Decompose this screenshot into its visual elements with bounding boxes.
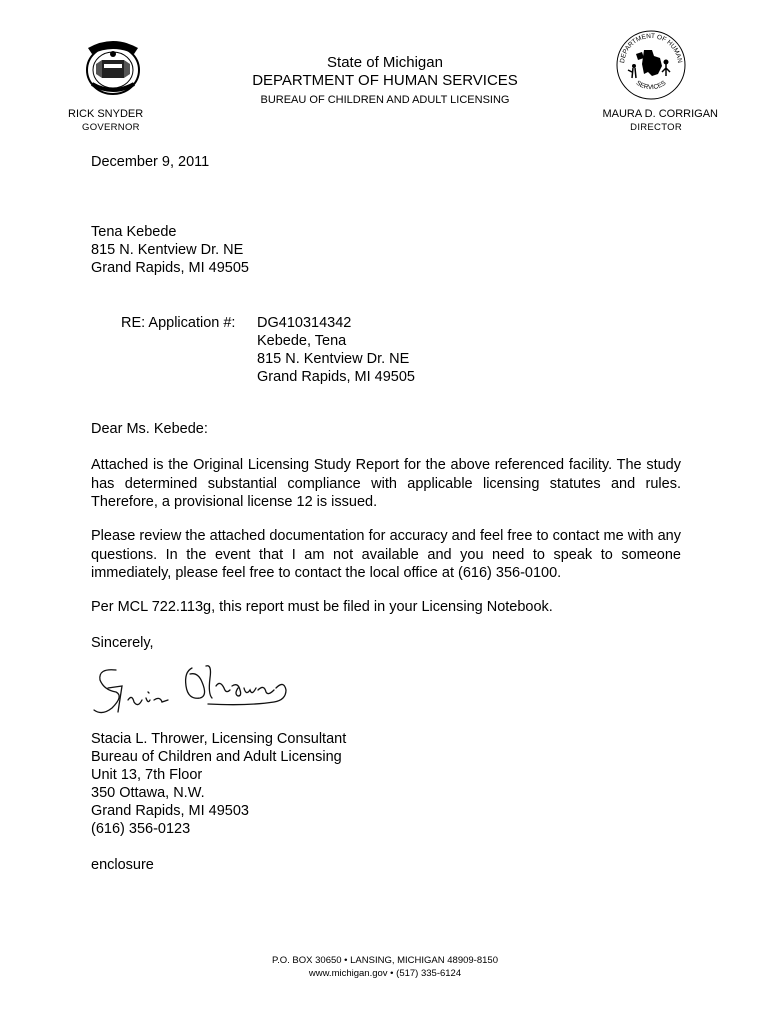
re-details bbox=[257, 314, 415, 386]
governor-title: GOVERNOR bbox=[82, 122, 140, 133]
re-street: 815 N. Kentview Dr. NE bbox=[257, 351, 410, 367]
signature-block bbox=[91, 730, 346, 838]
footer-address: P.O. BOX 30650 • LANSING, MICHIGAN 48909-8150 bbox=[272, 955, 498, 966]
director-name: MAURA D. CORRIGAN bbox=[602, 108, 718, 120]
letter-date: December 9, 2011 bbox=[91, 154, 210, 170]
paragraph-2: Please review the attached documentation for accuracy and feel free to contact me with any questions. In the event that I am not available and you need to speak to someone immediately, please feel free to contact the local office at (616) 356-0100. bbox=[91, 528, 681, 581]
application-number: DG410314342 bbox=[257, 315, 352, 331]
recipient-name: Tena Kebede bbox=[91, 224, 177, 240]
enclosure-note: enclosure bbox=[91, 857, 154, 873]
signer-bureau: Bureau of Children and Adult Licensing bbox=[91, 749, 342, 765]
bureau-name: BUREAU OF CHILDREN AND ADULT LICENSING bbox=[260, 94, 510, 106]
closing: Sincerely, bbox=[91, 635, 154, 651]
svg-text:DEPARTMENT OF HUMAN: DEPARTMENT OF HUMAN bbox=[619, 32, 683, 64]
signer-phone: (616) 356-0123 bbox=[91, 821, 191, 837]
signer-unit: Unit 13, 7th Floor bbox=[91, 767, 203, 783]
signer-city: Grand Rapids, MI 49503 bbox=[91, 803, 249, 819]
governor-name: RICK SNYDER bbox=[68, 108, 144, 120]
paragraph-3: Per MCL 722.113g, this report must be filed in your Licensing Notebook. bbox=[91, 599, 553, 615]
handwritten-signature bbox=[88, 660, 298, 720]
state-name: State of Michigan bbox=[327, 54, 443, 71]
footer-contact: www.michigan.gov • (517) 335-6124 bbox=[308, 968, 462, 979]
director-title: DIRECTOR bbox=[630, 122, 682, 133]
svg-text:SERVICES: SERVICES bbox=[634, 79, 668, 92]
salutation: Dear Ms. Kebede: bbox=[91, 421, 208, 437]
re-city: Grand Rapids, MI 49505 bbox=[257, 369, 415, 385]
re-name: Kebede, Tena bbox=[257, 333, 347, 349]
recipient-city: Grand Rapids, MI 49505 bbox=[91, 260, 249, 276]
department-name: DEPARTMENT OF HUMAN SERVICES bbox=[252, 72, 518, 89]
recipient-address bbox=[91, 223, 249, 277]
re-label: RE: Application #: bbox=[121, 315, 236, 331]
recipient-street: 815 N. Kentview Dr. NE bbox=[91, 242, 244, 258]
paragraph-1: Attached is the Original Licensing Study Report for the above referenced facility. The study has determined substantial compliance with applicable licensing statutes and rules. Therefore, a provisional license 12 is issued. bbox=[91, 457, 681, 510]
signer-street: 350 Ottawa, N.W. bbox=[91, 785, 205, 801]
signer-name-title: Stacia L. Thrower, Licensing Consultant bbox=[91, 731, 347, 747]
